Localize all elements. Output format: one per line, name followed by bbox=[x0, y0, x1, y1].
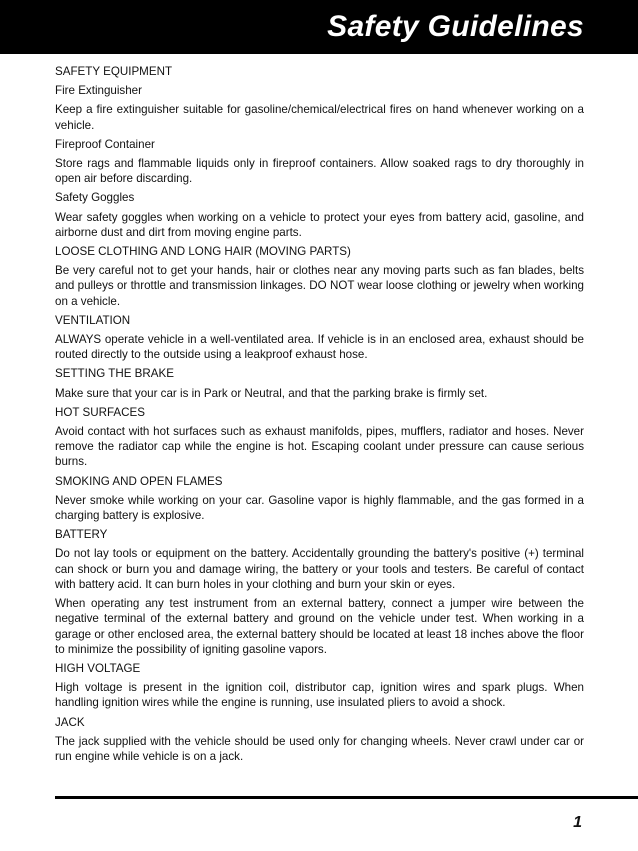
subheading-fire-extinguisher: Fire Extinguisher bbox=[55, 84, 142, 98]
section-heading-battery: BATTERY bbox=[55, 528, 108, 542]
page-title: Safety Guidelines bbox=[327, 10, 584, 43]
paragraph-safety-goggles: Wear safety goggles when working on a vehicle to protect your eyes from battery acid, gasoline, and airborne dust and dirt from moving engine parts. bbox=[55, 210, 584, 239]
section-heading-high-voltage: HIGH VOLTAGE bbox=[55, 661, 141, 675]
section-heading-hot-surfaces: HOT SURFACES bbox=[55, 405, 145, 419]
paragraph-jack: The jack supplied with the vehicle should be used only for changing wheels. Never crawl under car or run engine while vehicle is on a jack. bbox=[55, 734, 584, 763]
paragraph-ventilation: ALWAYS operate vehicle in a well-ventilated area. If vehicle is in an enclosed area, exhaust should be routed directly to the outside using a leakproof exhaust hose. bbox=[55, 333, 584, 362]
section-heading-safety-equipment: SAFETY EQUIPMENT bbox=[55, 65, 173, 78]
paragraph-smoking: Never smoke while working on your car. Gasoline vapor is highly flammable, and the gas formed in a charging battery is explosive. bbox=[55, 493, 584, 523]
section-heading-jack: JACK bbox=[55, 715, 85, 729]
footer-rule bbox=[55, 796, 638, 799]
paragraph-setting-brake: Make sure that your car is in Park or Neutral, and that the parking brake is firmly set. bbox=[55, 386, 488, 400]
header-bar bbox=[0, 0, 638, 54]
paragraph-battery-2: When operating any test instrument from an external battery, connect a jumper wire between the negative terminal of the external battery and ground on the vehicle under test. When working in a garage or other enclosed area, the external battery should be located at least 18 inches above the floor to minimize the possibility of igniting gasoline vapors. bbox=[55, 597, 584, 656]
paragraph-high-voltage: High voltage is present in the ignition coil, distributor cap, ignition wires and spark plugs. When handling ignition wires while the engine is running, use insulated pliers to avoid a shock. bbox=[55, 681, 584, 710]
section-heading-loose-clothing: LOOSE CLOTHING AND LONG HAIR (MOVING PARTS) bbox=[55, 245, 351, 259]
page-number: 1 bbox=[573, 814, 582, 831]
section-heading-smoking: SMOKING AND OPEN FLAMES bbox=[55, 474, 223, 488]
subheading-safety-goggles: Safety Goggles bbox=[55, 191, 135, 205]
paragraph-loose-clothing: Be very careful not to get your hands, hair or clothes near any moving parts such as fan blades, belts and pulleys or throttle and transmission linkages. DO NOT wear loose clothing or jewelry when working on a vehicle. bbox=[55, 264, 584, 308]
paragraph-battery-1: Do not lay tools or equipment on the battery. Accidentally grounding the battery's positive (+) terminal can shock or burn you and damage wiring, the battery or your tools and testers. Be careful of contact with battery acid. It can burn holes in your clothing and burn your skin or eyes. bbox=[55, 547, 584, 591]
paragraph-hot-surfaces: Avoid contact with hot surfaces such as exhaust manifolds, pipes, mufflers, radiator and hoses. Never remove the radiator cap while the engine is hot. Escaping coolant under pressure can cause serious burns. bbox=[55, 425, 584, 469]
section-heading-ventilation: VENTILATION bbox=[55, 313, 131, 327]
subheading-fireproof-container: Fireproof Container bbox=[55, 137, 155, 151]
paragraph-fire-extinguisher: Keep a fire extinguisher suitable for gasoline/chemical/electrical fires on hand whenever working on a vehicle. bbox=[55, 103, 584, 132]
main-content bbox=[55, 64, 584, 768]
section-heading-setting-brake: SETTING THE BRAKE bbox=[55, 367, 174, 381]
paragraph-fireproof-container: Store rags and flammable liquids only in fireproof containers. Allow soaked rags to dry thoroughly in open air before discarding. bbox=[55, 157, 584, 186]
